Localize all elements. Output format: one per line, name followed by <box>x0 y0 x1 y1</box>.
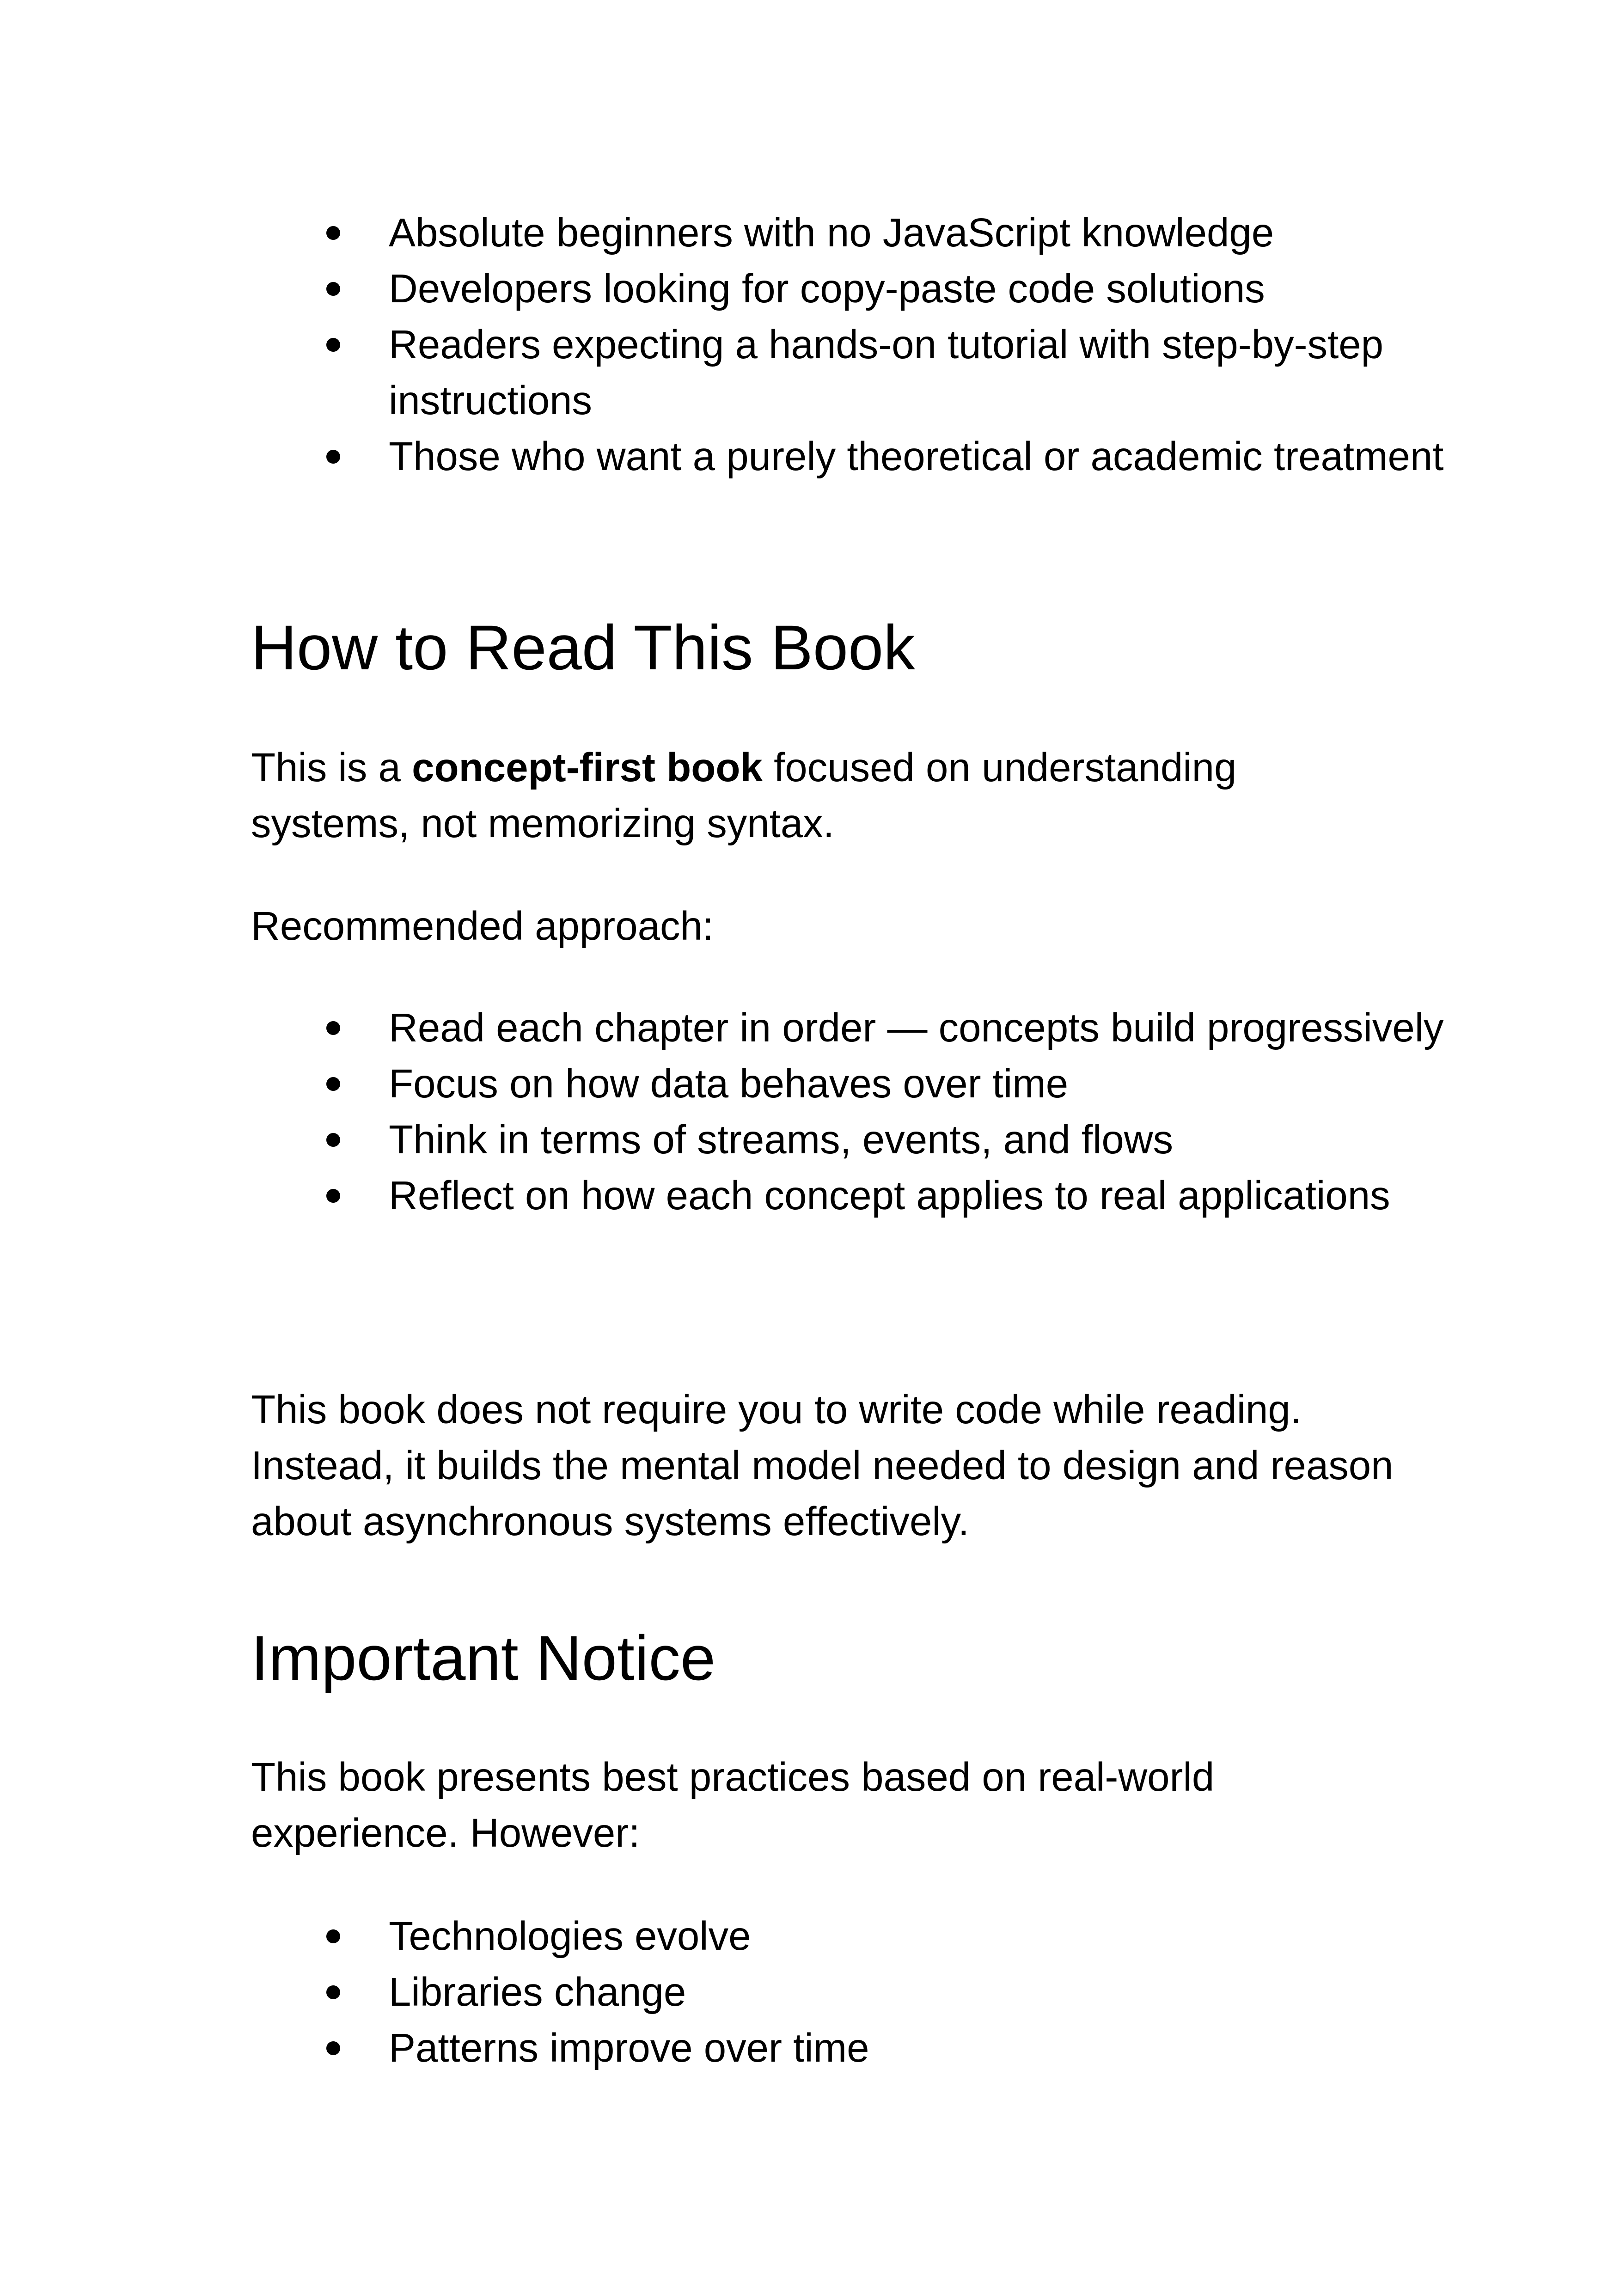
approach-label-text: Recommended approach: <box>251 904 714 949</box>
intro-paragraph <box>251 740 1314 851</box>
list-item-text: Readers expecting a hands-on tutorial with step-by-step instructions <box>389 322 1384 423</box>
notice-text: This book presents best practices based on real-world experience. However: <box>251 1755 1215 1855</box>
bullet-icon <box>326 1985 340 1999</box>
intro-text-cont: focused on understanding systems, not memorizing syntax. <box>251 745 1237 846</box>
section-heading: How to Read This Book <box>251 612 915 683</box>
list-item-text: Developers looking for copy-paste code solutions <box>389 266 1265 311</box>
bullet-icon <box>326 1929 340 1943</box>
list-item <box>251 1168 1452 1224</box>
list-item-text: Those who want a purely theoretical or academic treatment <box>389 434 1444 479</box>
section-important-notice <box>251 1622 1406 1696</box>
list-item <box>251 317 1406 429</box>
intro-bold-text: concept-first book <box>412 745 763 790</box>
notice-list <box>251 1908 1406 2076</box>
list-item <box>251 1056 1360 1112</box>
list-item <box>251 1000 1452 1056</box>
bullet-icon <box>326 338 340 352</box>
list-item-text: Focus on how data behaves over time <box>389 1061 1069 1106</box>
bullet-icon <box>326 450 340 464</box>
section-how-to-read <box>251 611 1406 685</box>
list-item <box>251 1908 1406 1964</box>
list-item <box>251 1112 1360 1168</box>
list-item <box>251 429 1452 484</box>
list-item <box>251 1964 1406 2020</box>
bullet-icon <box>326 2041 340 2055</box>
list-item-text: Reflect on how each concept applies to real applications <box>389 1173 1390 1218</box>
list-item-text: Technologies evolve <box>389 1914 751 1959</box>
closing-text: This book does not require you to write code while reading. Instead, it builds the mental model needed to design and reason about asynchronous systems effectively. <box>251 1387 1394 1544</box>
approach-list <box>251 1000 1444 1224</box>
list-item-text: Libraries change <box>389 1970 686 2014</box>
bullet-icon <box>326 1021 340 1035</box>
list-item <box>251 261 1416 317</box>
list-item <box>251 205 1416 261</box>
approach-label <box>251 898 1406 954</box>
list-item <box>251 2020 1406 2076</box>
list-item-text: Read each chapter in order — concepts build progressively <box>389 1005 1444 1050</box>
closing-paragraph <box>251 1382 1416 1549</box>
intro-text: This is a <box>251 745 412 790</box>
section-heading: Important Notice <box>251 1623 716 1694</box>
list-item-text: Patterns improve over time <box>389 2026 869 2070</box>
bullet-icon <box>326 1077 340 1091</box>
audience-exclusion-list <box>251 205 1444 484</box>
bullet-icon <box>326 226 340 240</box>
notice-paragraph <box>251 1749 1314 1861</box>
bullet-icon <box>326 1133 340 1147</box>
list-item-text: Absolute beginners with no JavaScript knowledge <box>389 210 1274 255</box>
list-item-text: Think in terms of streams, events, and flows <box>389 1117 1174 1162</box>
bullet-icon <box>326 1189 340 1203</box>
bullet-icon <box>326 282 340 296</box>
